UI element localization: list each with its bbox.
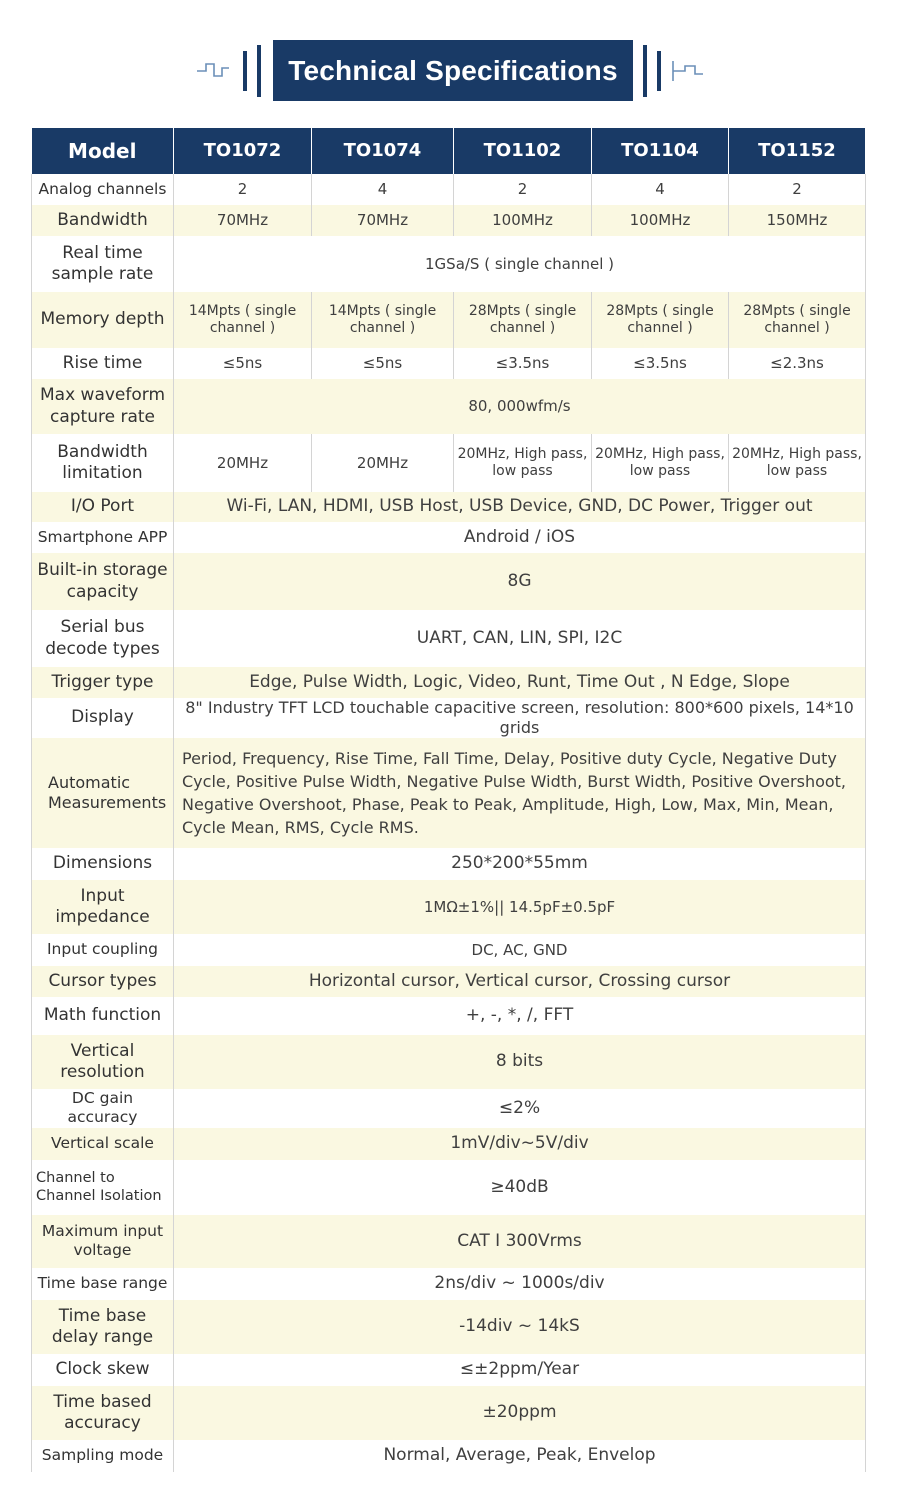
row-label: Cursor types bbox=[32, 966, 174, 997]
table-row bbox=[32, 880, 866, 934]
cell: 80, 000wfm/s bbox=[174, 379, 866, 434]
row-label: Built-in storage capacity bbox=[32, 553, 174, 610]
table-row bbox=[32, 236, 866, 292]
cell: Period, Frequency, Rise Time, Fall Time, Delay, Positive duty Cycle, Negative Duty Cycle, Positive Pulse Width, Negative Pulse Width, Burst Width, Positive Overshoot, Negative Overshoot, Phase, Peak to Peak, Amplitude, High, Low, Max, Min, Mean, Cycle Mean, RMS, Cycle RMS. bbox=[174, 738, 866, 848]
table-row bbox=[32, 997, 866, 1035]
cell: 1GSa/S ( single channel ) bbox=[174, 236, 866, 292]
cell: 2 bbox=[454, 174, 592, 205]
divider-bar bbox=[643, 45, 647, 97]
row-label: Memory depth bbox=[32, 292, 174, 348]
cell: ≤2% bbox=[174, 1089, 866, 1128]
cell: ≤±2ppm/Year bbox=[174, 1354, 866, 1386]
table-row bbox=[32, 434, 866, 492]
table-row bbox=[32, 292, 866, 348]
cell: ≤5ns bbox=[174, 348, 312, 379]
table-row bbox=[32, 934, 866, 966]
cell: UART, CAN, LIN, SPI, I2C bbox=[174, 610, 866, 667]
cell: 100MHz bbox=[592, 205, 729, 236]
divider-bar bbox=[257, 45, 261, 97]
row-label: Vertical scale bbox=[32, 1128, 174, 1160]
table-row bbox=[32, 1268, 866, 1300]
table-row bbox=[32, 379, 866, 434]
cell: 2 bbox=[729, 174, 866, 205]
table-row bbox=[32, 205, 866, 236]
cell: 100MHz bbox=[454, 205, 592, 236]
row-label: Time base delay range bbox=[32, 1300, 174, 1354]
row-label: Trigger type bbox=[32, 667, 174, 698]
divider-bar bbox=[657, 51, 661, 91]
cell: Wi-Fi, LAN, HDMI, USB Host, USB Device, GND, DC Power, Trigger out bbox=[174, 492, 866, 522]
row-label: Real time sample rate bbox=[32, 236, 174, 292]
table-row bbox=[32, 848, 866, 880]
row-label: Rise time bbox=[32, 348, 174, 379]
cell: 250*200*55mm bbox=[174, 848, 866, 880]
table-row bbox=[32, 174, 866, 205]
cell: 8 bits bbox=[174, 1035, 866, 1089]
row-label: Max waveform capture rate bbox=[32, 379, 174, 434]
cell: 1mV/div~5V/div bbox=[174, 1128, 866, 1160]
table-row bbox=[32, 1386, 866, 1440]
table-row bbox=[32, 1354, 866, 1386]
table-row bbox=[32, 667, 866, 698]
cell: ≤3.5ns bbox=[454, 348, 592, 379]
table-row bbox=[32, 738, 866, 848]
cell: 8G bbox=[174, 553, 866, 610]
row-label: DC gain accuracy bbox=[32, 1089, 174, 1128]
cell: +, -, *, /, FFT bbox=[174, 997, 866, 1035]
row-label: Sampling mode bbox=[32, 1440, 174, 1472]
column-header: TO1104 bbox=[592, 128, 729, 174]
cell: 4 bbox=[592, 174, 729, 205]
table-row bbox=[32, 610, 866, 667]
row-label: Input impedance bbox=[32, 880, 174, 934]
cell: 20MHz, High pass, low pass bbox=[454, 434, 592, 492]
cell: 28Mpts ( single channel ) bbox=[454, 292, 592, 348]
cell: 150MHz bbox=[729, 205, 866, 236]
cell: CAT I 300Vrms bbox=[174, 1215, 866, 1268]
table-row bbox=[32, 1440, 866, 1472]
table-row bbox=[32, 966, 866, 997]
cell: 4 bbox=[312, 174, 454, 205]
cell: 70MHz bbox=[312, 205, 454, 236]
row-label: Maximum input voltage bbox=[32, 1215, 174, 1268]
table-row bbox=[32, 1300, 866, 1354]
cell: ≥40dB bbox=[174, 1160, 866, 1215]
cell: 2ns/div ~ 1000s/div bbox=[174, 1268, 866, 1300]
column-header-model: Model bbox=[32, 128, 174, 174]
row-label: Bandwidth bbox=[32, 205, 174, 236]
cell: 8" Industry TFT LCD touchable capacitive screen, resolution: 800*600 pixels, 14*10 grids bbox=[174, 698, 866, 738]
signal-wave-icon-right bbox=[671, 56, 711, 86]
cell: Horizontal cursor, Vertical cursor, Crossing cursor bbox=[174, 966, 866, 997]
page-title: Technical Specifications bbox=[273, 40, 633, 101]
title-banner bbox=[0, 40, 905, 102]
cell: 14Mpts ( single channel ) bbox=[312, 292, 454, 348]
cell: 70MHz bbox=[174, 205, 312, 236]
row-label: Serial bus decode types bbox=[32, 610, 174, 667]
cell: 28Mpts ( single channel ) bbox=[729, 292, 866, 348]
cell: -14div ~ 14kS bbox=[174, 1300, 866, 1354]
table-row bbox=[32, 1160, 866, 1215]
signal-wave-icon-left bbox=[196, 56, 236, 86]
cell: 20MHz bbox=[312, 434, 454, 492]
row-label: Automatic Measurements bbox=[32, 738, 174, 848]
cell: 14Mpts ( single channel ) bbox=[174, 292, 312, 348]
cell: 20MHz, High pass, low pass bbox=[592, 434, 729, 492]
table-row bbox=[32, 348, 866, 379]
cell: Edge, Pulse Width, Logic, Video, Runt, Time Out , N Edge, Slope bbox=[174, 667, 866, 698]
row-label: Analog channels bbox=[32, 174, 174, 205]
row-label: Smartphone APP bbox=[32, 522, 174, 553]
cell: 28Mpts ( single channel ) bbox=[592, 292, 729, 348]
table-row bbox=[32, 492, 866, 522]
cell: 2 bbox=[174, 174, 312, 205]
row-label: Time based accuracy bbox=[32, 1386, 174, 1440]
cell: 20MHz bbox=[174, 434, 312, 492]
column-header: TO1102 bbox=[454, 128, 592, 174]
row-label: Display bbox=[32, 698, 174, 738]
row-label: Bandwidth limitation bbox=[32, 434, 174, 492]
cell: Normal, Average, Peak, Envelop bbox=[174, 1440, 866, 1472]
column-header: TO1072 bbox=[174, 128, 312, 174]
table-row bbox=[32, 1089, 866, 1128]
cell: 1MΩ±1%|| 14.5pF±0.5pF bbox=[174, 880, 866, 934]
cell: DC, AC, GND bbox=[174, 934, 866, 966]
column-header: TO1074 bbox=[312, 128, 454, 174]
row-label: Input coupling bbox=[32, 934, 174, 966]
row-label: Dimensions bbox=[32, 848, 174, 880]
cell: 20MHz, High pass, low pass bbox=[729, 434, 866, 492]
divider-bar bbox=[243, 51, 247, 91]
table-row bbox=[32, 1128, 866, 1160]
cell: ±20ppm bbox=[174, 1386, 866, 1440]
column-header: TO1152 bbox=[729, 128, 866, 174]
cell: ≤2.3ns bbox=[729, 348, 866, 379]
table-row bbox=[32, 698, 866, 738]
spec-table bbox=[31, 128, 866, 1472]
row-label: Clock skew bbox=[32, 1354, 174, 1386]
row-label: Vertical resolution bbox=[32, 1035, 174, 1089]
table-row bbox=[32, 553, 866, 610]
cell: ≤5ns bbox=[312, 348, 454, 379]
table-row bbox=[32, 1215, 866, 1268]
row-label: Time base range bbox=[32, 1268, 174, 1300]
table-row bbox=[32, 522, 866, 553]
cell: ≤3.5ns bbox=[592, 348, 729, 379]
row-label: Channel to Channel Isolation bbox=[32, 1160, 174, 1215]
table-row bbox=[32, 1035, 866, 1089]
table-header-row bbox=[32, 128, 866, 174]
cell: Android / iOS bbox=[174, 522, 866, 553]
row-label: Math function bbox=[32, 997, 174, 1035]
row-label: I/O Port bbox=[32, 492, 174, 522]
